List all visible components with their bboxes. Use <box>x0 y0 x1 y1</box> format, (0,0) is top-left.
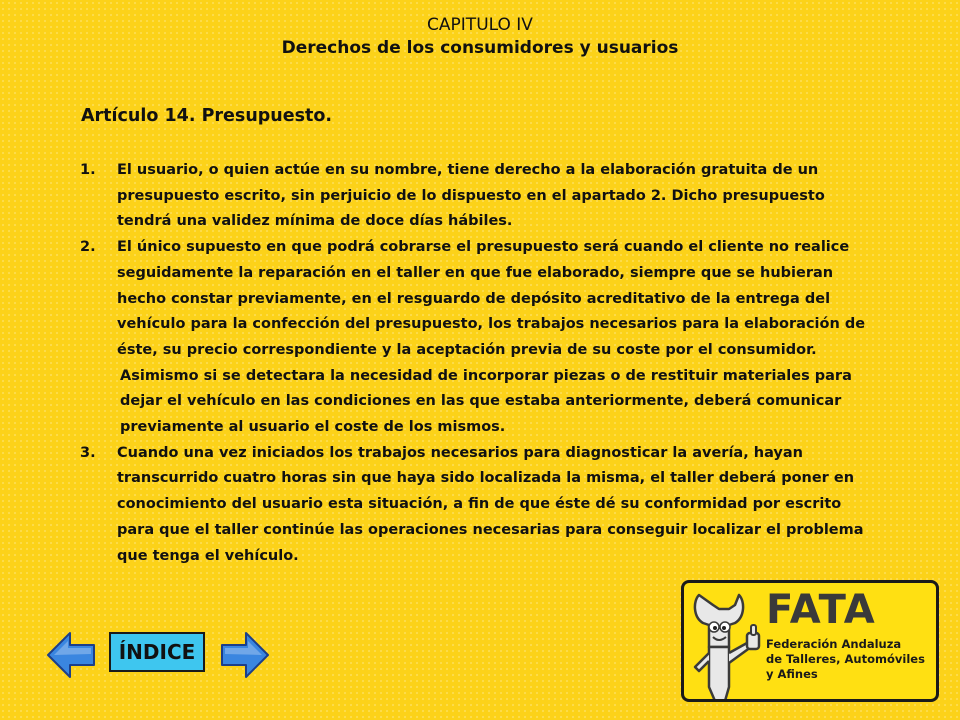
item-number: 2. <box>80 239 96 256</box>
item-number: 3. <box>80 444 96 461</box>
article-title: Artículo 14. Presupuesto. <box>81 106 333 126</box>
logo-line: de Talleres, Automóviles <box>766 652 925 666</box>
item-text: El usuario, o quien actúe en su nombre, tiene derecho a la elaboración gratuita de un presupuesto escrito, sin perjuicio de lo dispuesto en el apartado 2. Dicho presupuesto tendrá una validez mínima de doce días hábiles. <box>117 162 825 230</box>
next-slide-button[interactable] <box>220 630 270 680</box>
previous-slide-button[interactable] <box>46 630 96 680</box>
wrench-mascot-icon <box>689 587 763 702</box>
arrow-right-icon <box>220 630 270 680</box>
index-button[interactable]: ÍNDICE <box>109 632 205 672</box>
chapter-subtitle: Derechos de los consumidores y usuarios <box>281 38 679 58</box>
item-number: 1. <box>80 162 96 178</box>
arrow-left-icon <box>46 630 96 680</box>
item-text: Cuando una vez iniciados los trabajos necesarios para diagnosticar la avería, hayan transcurrido cuatro horas sin que haya sido localizada la misma, el taller deberá poner en conocimiento del usuario esta situación, a fin de que éste dé su conformidad por escrito para que el taller continúe las operaciones necesarias para conseguir localizar el problema que tenga el vehículo. <box>117 444 864 564</box>
article-list <box>80 158 880 569</box>
logo-line: y Afines <box>766 667 818 681</box>
chapter-header <box>0 14 960 60</box>
logo-line: Federación Andaluza <box>766 637 902 651</box>
list-item-2 <box>80 235 880 364</box>
list-item-1 <box>80 158 880 235</box>
fata-logo <box>681 580 939 702</box>
logo-name: FATA <box>766 587 876 633</box>
logo-tagline <box>766 637 925 682</box>
item-2-continuation: Asimismo si se detectara la necesidad de incorporar piezas o de restituir materiales para dejar el vehículo en las condiciones en las que estaba anteriormente, deberá comunicar previamente al usuario el coste de los mismos. <box>120 367 852 436</box>
chapter-title: CAPITULO IV <box>427 15 533 35</box>
list-item-3 <box>80 441 880 570</box>
item-text: El único supuesto en que podrá cobrarse el presupuesto será cuando el cliente no realice seguidamente la reparación en el taller en que fue elaborado, siempre que se hubieran hecho constar previamente, en el resguardo de depósito acreditativo de la entrega del vehículo para la confección del presupuesto, los trabajos necesarios para la elaboración de éste, su precio correspondiente y la aceptación previa de su coste por el consumidor. <box>117 239 866 358</box>
